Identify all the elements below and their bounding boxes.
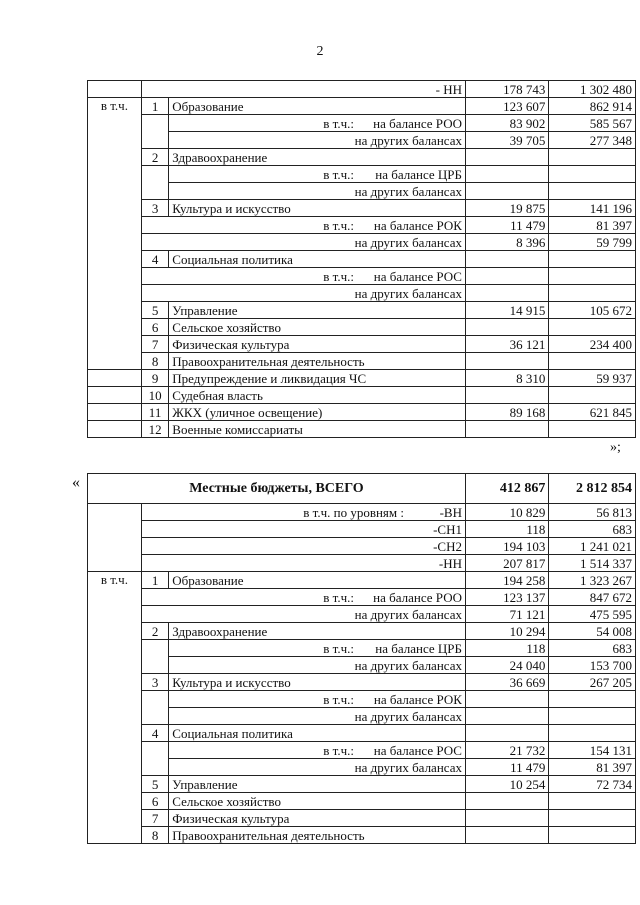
- table-row: [88, 268, 636, 285]
- value-cell: 10 254: [465, 776, 548, 793]
- value-cell: [549, 691, 636, 708]
- value-cell: 71 121: [465, 606, 548, 623]
- local-budgets-table: [87, 473, 636, 844]
- table-row: [88, 183, 636, 200]
- page-number: 2: [316, 44, 324, 59]
- value-cell: 1 323 267: [549, 572, 636, 589]
- section-name: Предупреждение и ликвидация ЧС: [169, 370, 466, 387]
- section-number: 3: [141, 200, 168, 217]
- value-cell: 267 205: [549, 674, 636, 691]
- sub-label: на других балансах: [169, 759, 466, 776]
- sub-label: на других балансах: [169, 183, 466, 200]
- value-cell: [549, 268, 636, 285]
- value-cell: 277 348: [549, 132, 636, 149]
- table-row: [88, 555, 636, 572]
- section-number: 8: [141, 827, 168, 844]
- sub-label: в т.ч.: на балансе ЦРБ: [169, 166, 466, 183]
- blank-cell: [88, 504, 142, 572]
- value-cell: 83 902: [465, 115, 548, 132]
- section-name: ЖКХ (уличное освещение): [169, 404, 466, 421]
- section-number: 10: [141, 387, 168, 404]
- section-number: 6: [141, 793, 168, 810]
- level-label: -СН1: [141, 521, 465, 538]
- table-row: [88, 319, 636, 336]
- blank-cell: [141, 166, 168, 200]
- sub-label: в т.ч.: на балансе ЦРБ: [169, 640, 466, 657]
- sub-label: в т.ч.: на балансе РОС: [141, 268, 465, 285]
- table-row: [88, 504, 636, 521]
- table-row: [88, 132, 636, 149]
- table-row: [88, 353, 636, 370]
- section-number: 2: [141, 149, 168, 166]
- table-row: [88, 521, 636, 538]
- value-cell: 118: [465, 521, 548, 538]
- table-row: [88, 674, 636, 691]
- table-row: [88, 793, 636, 810]
- value-cell: 123 607: [465, 98, 548, 115]
- value-cell: [549, 285, 636, 302]
- section-name: Военные комиссариаты: [169, 421, 466, 438]
- section-name: Физическая культура: [169, 336, 466, 353]
- blank-cell: [88, 387, 142, 404]
- value-cell: [549, 421, 636, 438]
- section-name: Культура и искусство: [169, 674, 466, 691]
- table-row: [88, 387, 636, 404]
- table-row: [88, 370, 636, 387]
- table-row: [88, 776, 636, 793]
- value-cell: 59 937: [549, 370, 636, 387]
- table-row: [88, 657, 636, 674]
- value-cell: 862 914: [549, 98, 636, 115]
- section-number: 6: [141, 319, 168, 336]
- vtch-label: в т.ч.: [88, 572, 142, 844]
- section-number: 9: [141, 370, 168, 387]
- value-cell: [465, 251, 548, 268]
- value-cell: 39 705: [465, 132, 548, 149]
- vtch-label: в т.ч.: [88, 98, 142, 370]
- section-name: Здравоохранение: [169, 623, 466, 640]
- section-number: 5: [141, 776, 168, 793]
- value-cell: [465, 691, 548, 708]
- value-cell: [549, 387, 636, 404]
- level-label: -НН: [141, 555, 465, 572]
- section-name: Сельское хозяйство: [169, 319, 466, 336]
- value-cell: [465, 319, 548, 336]
- section-name: Управление: [169, 302, 466, 319]
- section-name: Физическая культура: [169, 810, 466, 827]
- value-cell: 683: [549, 640, 636, 657]
- value-cell: 847 672: [549, 589, 636, 606]
- value-cell: 118: [465, 640, 548, 657]
- table-row: [88, 98, 636, 115]
- value-cell: 141 196: [549, 200, 636, 217]
- section-number: 12: [141, 421, 168, 438]
- table-row: [88, 200, 636, 217]
- value-cell: 36 121: [465, 336, 548, 353]
- section-number: 4: [141, 725, 168, 742]
- value-cell: 10 829: [465, 504, 548, 521]
- value-cell: 105 672: [549, 302, 636, 319]
- table-row: [88, 234, 636, 251]
- value-cell: 54 008: [549, 623, 636, 640]
- table-row: [88, 759, 636, 776]
- blank-cell: [141, 691, 168, 725]
- section-number: 5: [141, 302, 168, 319]
- table-row: [88, 404, 636, 421]
- budget-table-continued: [87, 80, 636, 438]
- blank-cell: [88, 421, 142, 438]
- level-label: -СН2: [141, 538, 465, 555]
- value-cell: 1 514 337: [549, 555, 636, 572]
- section-number: 1: [141, 98, 168, 115]
- value-cell: 194 103: [465, 538, 548, 555]
- value-cell: [465, 387, 548, 404]
- value-cell: [465, 166, 548, 183]
- level-label: в т.ч. по уровням : -ВН: [141, 504, 465, 521]
- value-cell: 56 813: [549, 504, 636, 521]
- sub-label: на других балансах: [169, 657, 466, 674]
- blank-cell: [88, 370, 142, 387]
- sub-label: в т.ч.: на балансе РОО: [169, 115, 466, 132]
- table-row: [88, 336, 636, 353]
- table-title: Местные бюджеты, ВСЕГО: [88, 474, 466, 504]
- table-row: [88, 640, 636, 657]
- value-cell: 153 700: [549, 657, 636, 674]
- sub-label: в т.ч.: на балансе РОС: [169, 742, 466, 759]
- value-cell: [465, 183, 548, 200]
- sub-label: в т.ч.: на балансе РОО: [141, 589, 465, 606]
- value-cell: 11 479: [465, 759, 548, 776]
- value-cell: 1 241 021: [549, 538, 636, 555]
- blank-cell: [88, 81, 142, 98]
- value-cell: 683: [549, 521, 636, 538]
- table-row: [88, 302, 636, 319]
- table-row: [88, 149, 636, 166]
- value-cell: 21 732: [465, 742, 548, 759]
- section-name: Сельское хозяйство: [169, 793, 466, 810]
- value-cell: 59 799: [549, 234, 636, 251]
- sub-label: в т.ч.: на балансе РОК: [141, 217, 465, 234]
- table-row: [88, 691, 636, 708]
- section-number: 7: [141, 336, 168, 353]
- table-row: [88, 623, 636, 640]
- value-cell: 2 812 854: [549, 474, 636, 504]
- value-cell: [465, 708, 548, 725]
- section-name: Культура и искусство: [169, 200, 466, 217]
- value-cell: [549, 251, 636, 268]
- section-name: Управление: [169, 776, 466, 793]
- table-row: [88, 285, 636, 302]
- value-cell: [549, 827, 636, 844]
- section-name: Правоохранительная деятельность: [169, 827, 466, 844]
- value-cell: 123 137: [465, 589, 548, 606]
- value-cell: 585 567: [549, 115, 636, 132]
- section-number: 2: [141, 623, 168, 640]
- value-cell: 234 400: [549, 336, 636, 353]
- sub-label: на других балансах: [141, 285, 465, 302]
- value-cell: 621 845: [549, 404, 636, 421]
- section-number: 1: [141, 572, 168, 589]
- value-cell: 178 743: [465, 81, 548, 98]
- table-row: [88, 589, 636, 606]
- value-cell: 8 310: [465, 370, 548, 387]
- sub-label: на других балансах: [169, 132, 466, 149]
- value-cell: 194 258: [465, 572, 548, 589]
- blank-cell: [141, 742, 168, 776]
- table-row: [88, 572, 636, 589]
- value-cell: [465, 793, 548, 810]
- table-row: [88, 606, 636, 623]
- section-number: 4: [141, 251, 168, 268]
- sub-label: на других балансах: [141, 606, 465, 623]
- value-cell: 10 294: [465, 623, 548, 640]
- value-cell: [465, 285, 548, 302]
- table-row: [88, 115, 636, 132]
- closing-quote: »;: [610, 440, 621, 455]
- section-number: 8: [141, 353, 168, 370]
- value-cell: 8 396: [465, 234, 548, 251]
- table-row: [88, 810, 636, 827]
- value-cell: [465, 827, 548, 844]
- section-name: Здравоохранение: [169, 149, 466, 166]
- table-row: [88, 742, 636, 759]
- table-row: [88, 708, 636, 725]
- value-cell: 207 817: [465, 555, 548, 572]
- value-cell: 81 397: [549, 217, 636, 234]
- section-number: 3: [141, 674, 168, 691]
- value-cell: 14 915: [465, 302, 548, 319]
- value-cell: [465, 353, 548, 370]
- section-name: Образование: [169, 572, 466, 589]
- sub-label: на других балансах: [169, 708, 466, 725]
- value-cell: [465, 810, 548, 827]
- value-cell: 36 669: [465, 674, 548, 691]
- value-cell: 72 734: [549, 776, 636, 793]
- section-name: Образование: [169, 98, 466, 115]
- value-cell: [549, 725, 636, 742]
- level-label: - НН: [141, 81, 465, 98]
- value-cell: [549, 149, 636, 166]
- value-cell: 11 479: [465, 217, 548, 234]
- section-number: 11: [141, 404, 168, 421]
- value-cell: [465, 268, 548, 285]
- value-cell: 412 867: [465, 474, 548, 504]
- table-row: [88, 251, 636, 268]
- value-cell: [465, 725, 548, 742]
- table-row: [88, 725, 636, 742]
- value-cell: [549, 793, 636, 810]
- value-cell: [465, 421, 548, 438]
- blank-cell: [141, 115, 168, 149]
- section-name: Судебная власть: [169, 387, 466, 404]
- value-cell: 24 040: [465, 657, 548, 674]
- table-row: [88, 217, 636, 234]
- value-cell: [549, 353, 636, 370]
- value-cell: [465, 149, 548, 166]
- section-number: 7: [141, 810, 168, 827]
- section-name: Социальная политика: [169, 725, 466, 742]
- value-cell: 154 131: [549, 742, 636, 759]
- blank-cell: [141, 640, 168, 674]
- value-cell: [549, 810, 636, 827]
- value-cell: 475 595: [549, 606, 636, 623]
- opening-quote: «: [72, 474, 80, 491]
- section-name: Правоохранительная деятельность: [169, 353, 466, 370]
- section-name: Социальная политика: [169, 251, 466, 268]
- table-row: [88, 166, 636, 183]
- table-row: [88, 81, 636, 98]
- value-cell: 19 875: [465, 200, 548, 217]
- value-cell: [549, 183, 636, 200]
- value-cell: [549, 708, 636, 725]
- value-cell: [549, 166, 636, 183]
- table-row: [88, 474, 636, 504]
- value-cell: [549, 319, 636, 336]
- sub-label: в т.ч.: на балансе РОК: [169, 691, 466, 708]
- table-row: [88, 538, 636, 555]
- sub-label: на других балансах: [141, 234, 465, 251]
- value-cell: 89 168: [465, 404, 548, 421]
- table-row: [88, 827, 636, 844]
- table-row: [88, 421, 636, 438]
- blank-cell: [88, 404, 142, 421]
- value-cell: 81 397: [549, 759, 636, 776]
- value-cell: 1 302 480: [549, 81, 636, 98]
